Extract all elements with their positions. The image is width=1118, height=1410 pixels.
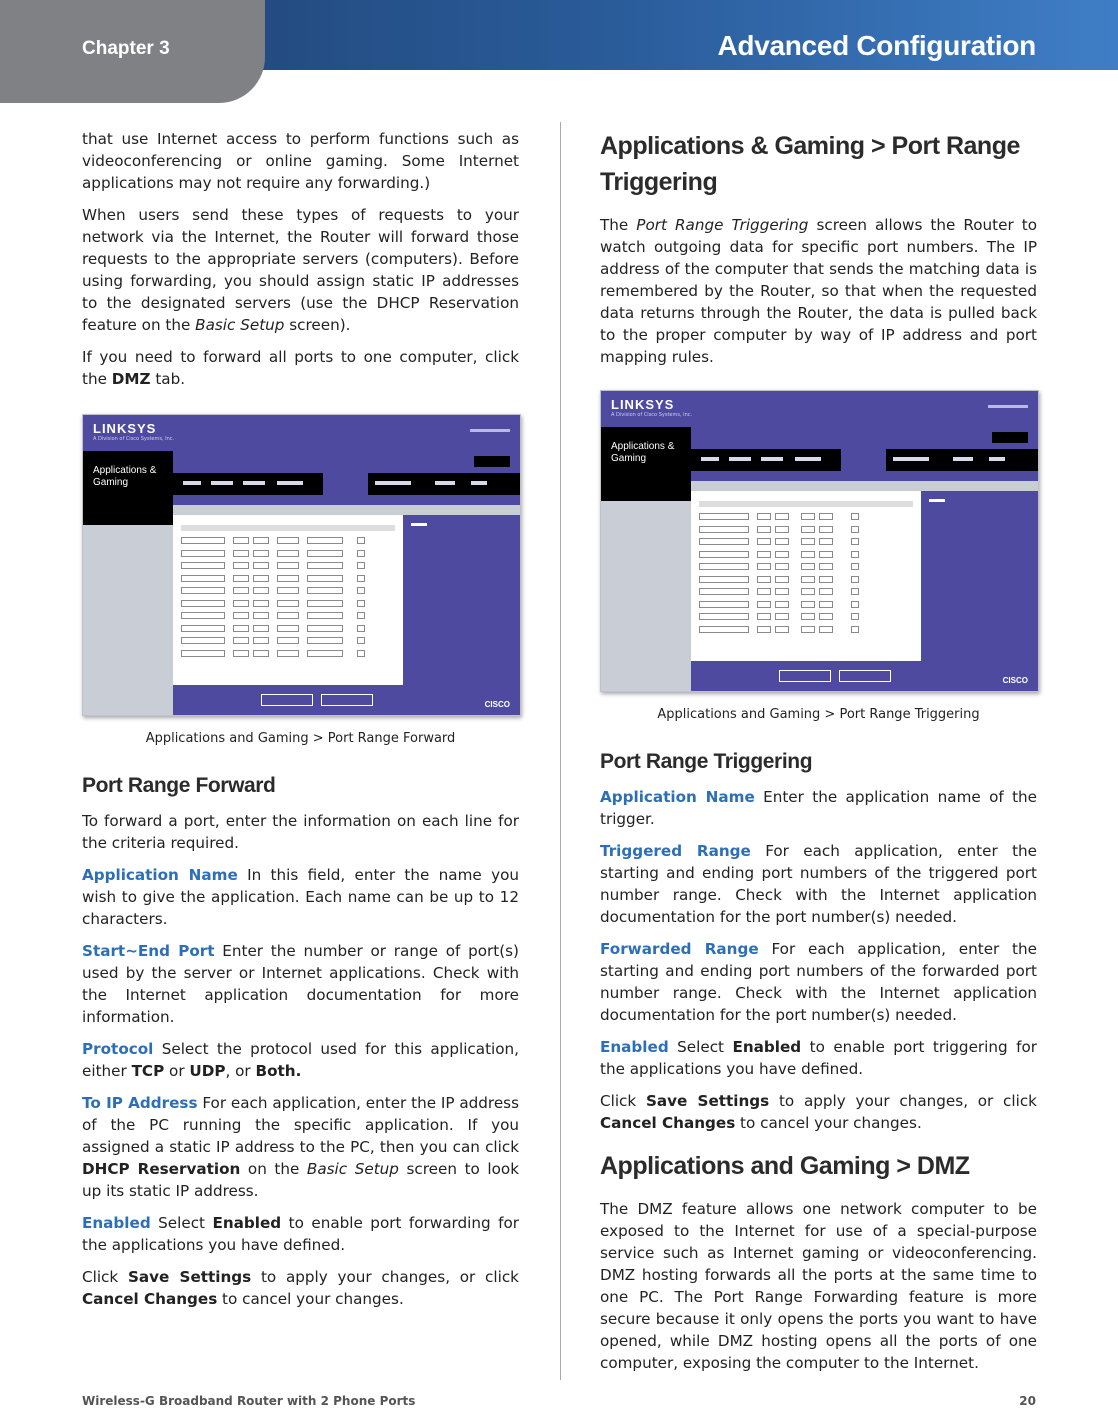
table-cell-input [757, 563, 771, 570]
left-column [82, 128, 519, 1320]
table-cell-input [851, 613, 859, 620]
table-cell-input [819, 626, 833, 633]
table-cell-input [699, 576, 749, 583]
table-cell-input [801, 576, 815, 583]
table-cell-input [851, 563, 859, 570]
table-cell-input [819, 513, 833, 520]
definition-enabled: Enabled Select Enabled to enable port forwarding for the applications you have defined. [82, 1214, 519, 1254]
table-cell-input [307, 600, 343, 607]
footer-product-name: Wireless-G Broadband Router with 2 Phone Ports [82, 1394, 416, 1408]
paragraph: When users send these types of requests to your network via the Internet, the Router will forward those requests to the appropriate servers (computers). Before using forwarding, you should assign static IP addresses to the designated servers (use the DHCP Reservation feature on the Basic Setup screen). [82, 206, 519, 334]
table-header [181, 525, 395, 531]
table-cell-input [253, 600, 269, 607]
table-cell-input [253, 625, 269, 632]
table-cell-input [757, 626, 771, 633]
table-cell-input [253, 587, 269, 594]
table-cell-input [801, 626, 815, 633]
table-cell-input [851, 538, 859, 545]
table-cell-input [801, 513, 815, 520]
table-cell-input [181, 612, 225, 619]
table-cell-input [851, 526, 859, 533]
screenshot-port-range-forward: LINKSYS A Division of Cisco Systems, Inc. Applications & Gaming CISCO [82, 414, 521, 716]
definition-triggered-range: Triggered Range For each application, enter the starting and ending port numbers of the triggered port number range. Check with the Internet application documentation for the port number(s) needed. [600, 842, 1037, 926]
table-cell-input [357, 600, 365, 607]
table-cell-input [233, 562, 249, 569]
section-label: Applications & Gaming [83, 451, 173, 515]
table-cell-input [801, 538, 815, 545]
table-cell-input [253, 562, 269, 569]
table-cell-input [233, 600, 249, 607]
table-cell-input [699, 588, 749, 595]
table-cell-input [757, 576, 771, 583]
table-cell-input [775, 601, 789, 608]
table-cell-input [357, 562, 365, 569]
table-cell-input [699, 613, 749, 620]
definition-application-name: Application Name In this field, enter the name you wish to give the application. Each name can be up to 12 characters. [82, 866, 519, 928]
table-cell-input [851, 626, 859, 633]
paragraph: If you need to forward all ports to one computer, click the DMZ tab. [82, 348, 519, 388]
paragraph: that use Internet access to perform functions such as videoconferencing or online gaming. Some Internet applications may not require any forwarding.) [82, 130, 519, 192]
table-cell-input [181, 587, 225, 594]
table-cell-input [357, 587, 365, 594]
table-cell-input [277, 625, 299, 632]
table-cell-input [277, 587, 299, 594]
chapter-label: Chapter 3 [82, 38, 170, 59]
definition-start-end-port: Start~End Port Enter the number or range of port(s) used by the server or Internet applications. Check with the Internet application documentation for more information. [82, 942, 519, 1026]
table-cell-input [357, 550, 365, 557]
table-cell-input [181, 562, 225, 569]
paragraph: Click Save Settings to apply your changes, or click Cancel Changes to cancel your changes. [82, 1268, 519, 1308]
right-column [600, 128, 1037, 1384]
table-cell-input [277, 537, 299, 544]
table-cell-input [181, 537, 225, 544]
paragraph: To forward a port, enter the information on each line for the criteria required. [82, 812, 519, 852]
page-number: 20 [1019, 1394, 1036, 1408]
table-cell-input [819, 526, 833, 533]
linksys-logo: LINKSYS [611, 397, 675, 412]
table-cell-input [233, 575, 249, 582]
table-cell-input [253, 612, 269, 619]
table-cell-input [307, 537, 343, 544]
table-cell-input [851, 513, 859, 520]
table-cell-input [253, 637, 269, 644]
table-cell-input [775, 526, 789, 533]
table-cell-input [277, 612, 299, 619]
section-heading: Port Range Triggering [600, 750, 813, 773]
table-cell-input [357, 650, 365, 657]
section-heading: Applications & Gaming > Port Range Triggering [600, 132, 1020, 196]
table-cell-input [181, 650, 225, 657]
table-cell-input [775, 551, 789, 558]
table-cell-input [277, 550, 299, 557]
table-cell-input [253, 575, 269, 582]
table-cell-input [801, 613, 815, 620]
screenshot-port-range-triggering: LINKSYS A Division of Cisco Systems, Inc. Applications & Gaming CISCO [600, 390, 1039, 692]
table-cell-input [253, 550, 269, 557]
table-cell-input [775, 588, 789, 595]
figure-caption: Applications and Gaming > Port Range Forward [145, 731, 456, 746]
definition-application-name: Application Name Enter the application name of the trigger. [600, 788, 1037, 828]
table-cell-input [699, 538, 749, 545]
table-cell-input [307, 612, 343, 619]
table-cell-input [775, 626, 789, 633]
section-heading: Port Range Forward [82, 774, 276, 797]
table-cell-input [233, 637, 249, 644]
table-cell-input [699, 601, 749, 608]
table-cell-input [357, 612, 365, 619]
table-cell-input [307, 550, 343, 557]
section-heading: Applications and Gaming > DMZ [600, 1152, 970, 1180]
table-cell-input [757, 538, 771, 545]
definition-enabled: Enabled Select Enabled to enable port triggering for the applications you have defined. [600, 1038, 1037, 1078]
table-cell-input [357, 637, 365, 644]
table-cell-input [819, 551, 833, 558]
table-cell-input [277, 650, 299, 657]
table-cell-input [757, 601, 771, 608]
definition-forwarded-range: Forwarded Range For each application, enter the starting and ending port numbers of the forwarded port number range. Check with the Internet application documentation for the port number(s) needed. [600, 940, 1037, 1024]
table-cell-input [775, 576, 789, 583]
table-cell-input [307, 625, 343, 632]
table-cell-input [699, 563, 749, 570]
paragraph: Click Save Settings to apply your changes, or click Cancel Changes to cancel your changes. [600, 1092, 1037, 1132]
paragraph: The DMZ feature allows one network computer to be exposed to the Internet for use of a special-purpose service such as Internet gaming or videoconferencing. DMZ hosting forwards all the ports at the same time to one PC. The Port Range Forwarding feature is more secure because it only opens the ports you want to have opened, while DMZ hosting opens all the ports of one computer, exposing the computer to the Internet. [600, 1200, 1037, 1372]
table-cell-input [277, 637, 299, 644]
table-cell-input [851, 551, 859, 558]
table-cell-input [801, 563, 815, 570]
table-cell-input [307, 637, 343, 644]
table-cell-input [851, 601, 859, 608]
cisco-logo: CISCO [484, 700, 510, 709]
table-cell-input [819, 588, 833, 595]
table-cell-input [819, 613, 833, 620]
cisco-logo: CISCO [1002, 676, 1028, 685]
table-cell-input [699, 626, 749, 633]
table-cell-input [233, 625, 249, 632]
table-cell-input [801, 601, 815, 608]
section-title: Advanced Configuration [717, 30, 1036, 61]
table-cell-input [757, 551, 771, 558]
table-cell-input [851, 576, 859, 583]
table-cell-input [801, 551, 815, 558]
column-divider [560, 122, 561, 1380]
table-cell-input [181, 600, 225, 607]
table-cell-input [181, 637, 225, 644]
table-cell-input [181, 625, 225, 632]
table-cell-input [819, 563, 833, 570]
table-cell-input [699, 513, 749, 520]
figure-caption: Applications and Gaming > Port Range Triggering [657, 707, 980, 722]
table-cell-input [851, 588, 859, 595]
linksys-logo: LINKSYS [93, 421, 157, 436]
table-cell-input [357, 625, 365, 632]
table-cell-input [277, 600, 299, 607]
table-cell-input [801, 526, 815, 533]
table-cell-input [233, 612, 249, 619]
table-cell-input [181, 550, 225, 557]
table-cell-input [775, 513, 789, 520]
table-cell-input [181, 575, 225, 582]
table-cell-input [801, 588, 815, 595]
table-cell-input [233, 550, 249, 557]
table-cell-input [307, 650, 343, 657]
table-cell-input [307, 575, 343, 582]
table-cell-input [757, 588, 771, 595]
table-cell-input [819, 601, 833, 608]
chapter-tab [0, 0, 265, 103]
table-cell-input [233, 650, 249, 657]
table-cell-input [253, 537, 269, 544]
table-cell-input [307, 587, 343, 594]
table-cell-input [775, 538, 789, 545]
table-cell-input [699, 526, 749, 533]
table-cell-input [819, 576, 833, 583]
section-label: Applications & Gaming [601, 427, 691, 491]
table-cell-input [775, 613, 789, 620]
table-cell-input [757, 526, 771, 533]
table-cell-input [357, 575, 365, 582]
table-cell-input [357, 537, 365, 544]
table-cell-input [233, 587, 249, 594]
table-header [699, 501, 913, 507]
table-cell-input [757, 613, 771, 620]
table-cell-input [233, 537, 249, 544]
definition-to-ip-address: To IP Address For each application, enter the IP address of the PC running the specific application. If you assigned a static IP address to the PC, then you can click DHCP Reservation on the Basic Setup screen to look up its static IP address. [82, 1094, 519, 1200]
table-cell-input [253, 650, 269, 657]
table-cell-input [307, 562, 343, 569]
definition-protocol: Protocol Select the protocol used for this application, either TCP or UDP, or Both. [82, 1040, 519, 1080]
table-cell-input [775, 563, 789, 570]
table-cell-input [277, 575, 299, 582]
table-cell-input [819, 538, 833, 545]
table-cell-input [699, 551, 749, 558]
table-cell-input [757, 513, 771, 520]
paragraph: The Port Range Triggering screen allows the Router to watch outgoing data for specific port numbers. The IP address of the computer that sends the matching data is remembered by the Router, so that when the requested data returns through the Router, the data is pulled back to the proper computer by way of IP address and port mapping rules. [600, 216, 1037, 366]
table-cell-input [277, 562, 299, 569]
